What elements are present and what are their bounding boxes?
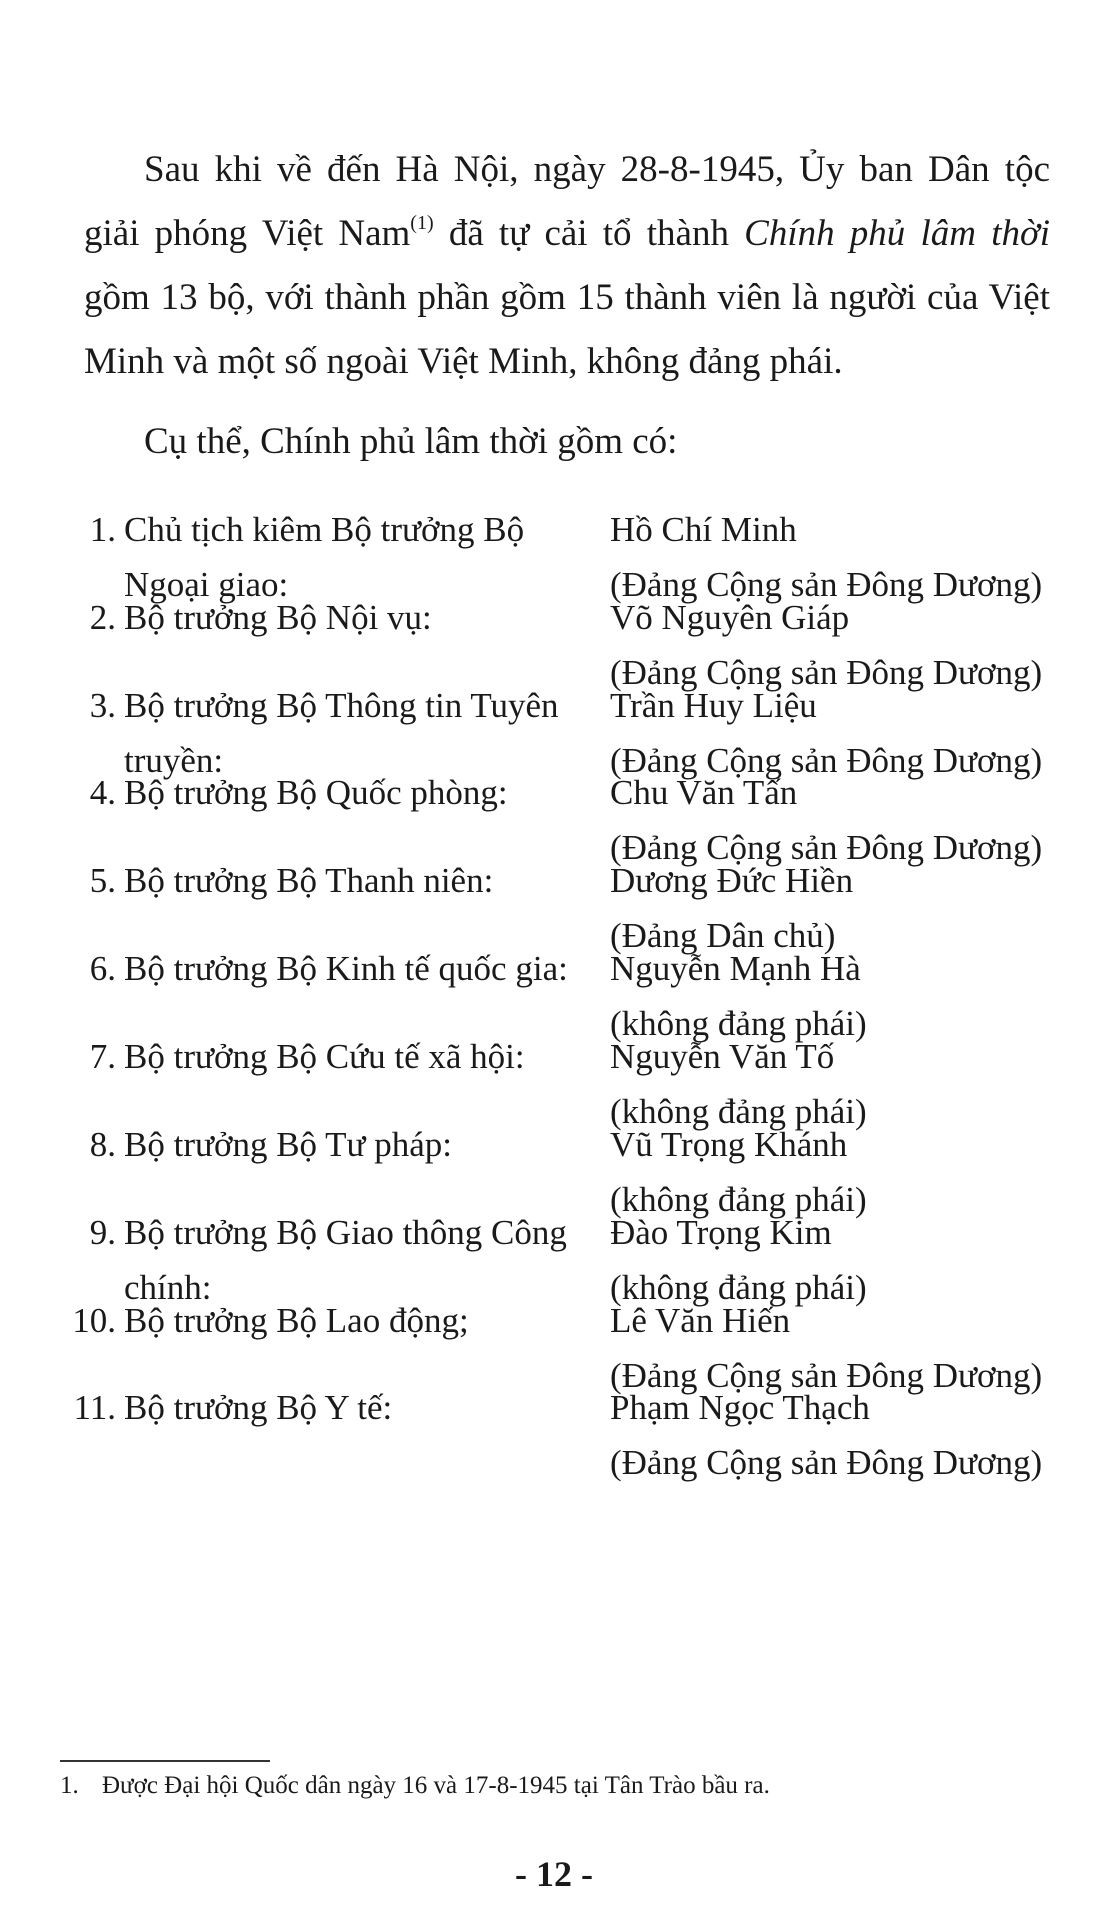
- page-number: - 12 -: [515, 1854, 593, 1894]
- minister-name: Lê Văn Hiến: [610, 1301, 791, 1340]
- minister-role: Bộ trưởng Bộ Kinh tế quốc gia:: [124, 949, 568, 988]
- minister-party: (không đảng phái): [610, 1004, 867, 1043]
- footnote-divider: [60, 1760, 270, 1762]
- minister-role: Bộ trưởng Bộ Thông tin Tuyên truyền:: [124, 686, 559, 780]
- minister-person: [610, 1380, 1070, 1490]
- intro-text: Sau khi về đến Hà Nội, ngày 28-8-1945, Ủy ban Dân tộc giải phóng Việt Nam: [84, 149, 1050, 254]
- minister-name: Hồ Chí Minh: [610, 510, 797, 549]
- minister-name: Trần Huy Liệu: [610, 686, 817, 725]
- minister-number: 3.: [89, 686, 116, 725]
- minister-party: (Đảng Cộng sản Đông Dương): [610, 741, 1043, 780]
- minister-number: 6.: [89, 949, 116, 988]
- minister-name: Dương Đức Hiền: [610, 861, 854, 900]
- footnote: [60, 1772, 1060, 1800]
- intro-paragraph: [84, 138, 1050, 394]
- minister-name: Chu Văn Tấn: [610, 773, 798, 812]
- footnote-text: Được Đại hội Quốc dân ngày 16 và 17-8-1945 tại Tân Trào bầu ra.: [102, 1772, 770, 1799]
- minister-party: (Đảng Cộng sản Đông Dương): [610, 828, 1043, 867]
- footnote-marker: (1): [410, 212, 434, 234]
- minister-number: 5.: [89, 861, 116, 900]
- minister-number: 2.: [89, 598, 116, 637]
- minister-number: 4.: [89, 773, 116, 812]
- minister-role: Bộ trưởng Bộ Lao động;: [124, 1301, 469, 1340]
- minister-role: Bộ trưởng Bộ Thanh niên:: [124, 861, 494, 900]
- minister-name: Nguyễn Mạnh Hà: [610, 949, 861, 988]
- minister-number: 7.: [89, 1037, 116, 1076]
- minister-name: Võ Nguyên Giáp: [610, 598, 850, 637]
- minister-role: Bộ trưởng Bộ Giao thông Công chính:: [124, 1213, 567, 1307]
- minister-name: Vũ Trọng Khánh: [610, 1125, 848, 1164]
- minister-name: Phạm Ngọc Thạch: [610, 1388, 870, 1427]
- minister-party: (không đảng phái): [610, 1180, 867, 1219]
- minister-role: Chủ tịch kiêm Bộ trưởng Bộ Ngoại giao:: [124, 510, 525, 604]
- minister-number: 9.: [89, 1213, 116, 1252]
- minister-role: Bộ trưởng Bộ Tư pháp:: [124, 1125, 453, 1164]
- minister-party: (Đảng Cộng sản Đông Dương): [610, 1443, 1043, 1482]
- minister-role: Bộ trưởng Bộ Quốc phòng:: [124, 773, 508, 812]
- minister-party: (không đảng phái): [610, 1092, 867, 1131]
- intro-text-continued: đã tự cải tổ thành: [433, 213, 745, 254]
- list-intro-paragraph: Cụ thể, Chính phủ lâm thời gồm có:: [144, 421, 678, 462]
- minister-number: 10.: [72, 1301, 116, 1340]
- minister-role: Bộ trưởng Bộ Nội vụ:: [124, 598, 432, 637]
- minister-name: Đào Trọng Kim: [610, 1213, 832, 1252]
- minister-role: Bộ trưởng Bộ Y tế:: [124, 1388, 393, 1427]
- intro-text-end: gồm 13 bộ, với thành phần gồm 15 thành viên là người của Việt Minh và một số ngoài Việt Minh, không đảng phái.: [84, 277, 1050, 382]
- minister-number: 8.: [89, 1125, 116, 1164]
- minister-name: Nguyễn Văn Tố: [610, 1037, 835, 1076]
- footnote-number: 1.: [60, 1772, 79, 1799]
- minister-party: (Đảng Cộng sản Đông Dương): [610, 565, 1043, 604]
- intro-italic-term: Chính phủ lâm thời: [744, 213, 1050, 254]
- minister-party: (không đảng phái): [610, 1268, 867, 1307]
- minister-role: Bộ trưởng Bộ Cứu tế xã hội:: [124, 1037, 525, 1076]
- minister-number: 11.: [73, 1388, 116, 1427]
- minister-party: (Đảng Cộng sản Đông Dương): [610, 1356, 1043, 1395]
- minister-party: (Đảng Dân chủ): [610, 916, 836, 955]
- minister-number: 1.: [89, 510, 116, 549]
- minister-party: (Đảng Cộng sản Đông Dương): [610, 653, 1043, 692]
